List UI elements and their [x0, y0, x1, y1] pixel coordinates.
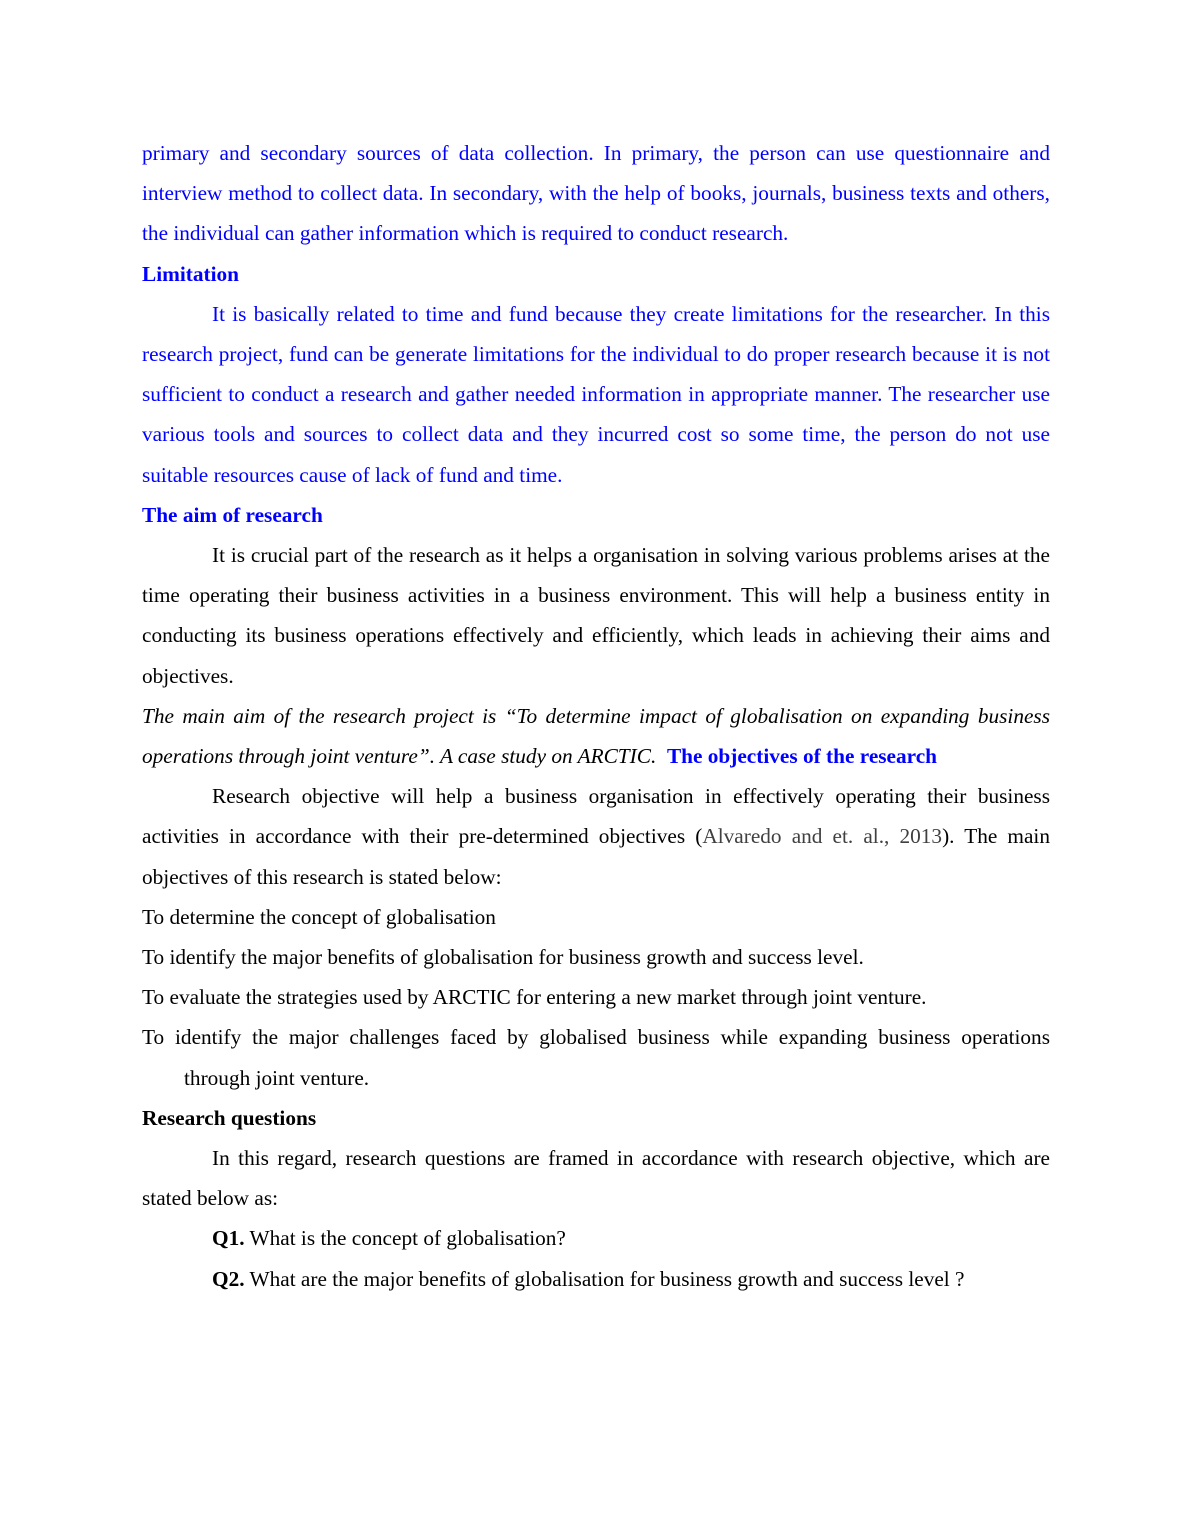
objectives-heading: The objectives of the research — [666, 744, 938, 769]
objectives-text-end: ). The main objectives of this research is stated below: — [142, 824, 1050, 889]
main-aim-text: The main aim of the research project is “To determine impact of globalisation on expanding business operations through joint venture”. A case study on ARCTIC. — [142, 703, 1050, 769]
question-item-2 — [142, 1259, 1050, 1299]
objective-item-2: To identify the major benefits of globalisation for business growth and success level. — [142, 945, 864, 970]
question-label-2: Q2. — [212, 1266, 245, 1291]
intro-paragraph: primary and secondary sources of data collection. In primary, the person can use questionnaire and interview method to collect data. In secondary, with the help of books, journals, business texts and others, the individual can gather information which is required to conduct research. — [142, 141, 1050, 246]
aim-heading: The aim of research — [142, 502, 323, 527]
limitation-paragraph: It is basically related to time and fund because they create limitations for the researcher. In this research project, fund can be generate limitations for the individual to do proper research because it is not sufficient to conduct a research and gather needed information in appropriate manner. The researcher use various tools and sources to collect data and they incurred cost so some time, the person do not use suitable resources cause of lack of fund and time. — [142, 301, 1050, 487]
questions-intro: In this regard, research questions are framed in accordance with research objective, which are stated below as: — [142, 1146, 1050, 1211]
question-text-1: What is the concept of globalisation? — [244, 1226, 566, 1251]
question-label-1: Q1. — [212, 1226, 245, 1251]
objective-item-1: To determine the concept of globalisation — [142, 904, 496, 929]
questions-heading: Research questions — [142, 1105, 317, 1130]
limitation-heading: Limitation — [142, 261, 240, 286]
objective-item-3: To evaluate the strategies used by ARCTIC for entering a new market through joint venture. — [142, 985, 927, 1010]
citation: Alvaredo and et. al., 2013 — [702, 824, 943, 849]
document-page — [142, 133, 1050, 1299]
objectives-text-start: Research objective will help a business organisation in effectively operating their business activities in accordance with their pre-determined objectives ( — [142, 784, 1050, 849]
aim-paragraph: It is crucial part of the research as it helps a organisation in solving various problems arises at the time operating their business activities in a business environment. This will help a business entity in conducting its business operations effectively and efficiently, which leads in achieving their aims and objectives. — [142, 543, 1050, 688]
question-text-2: What are the major benefits of globalisation for business growth and success level ? — [244, 1266, 965, 1291]
main-aim-paragraph — [142, 696, 1050, 776]
objective-item-4: To identify the major challenges faced by globalised business while expanding business operations through joint venture. — [142, 1025, 1050, 1090]
question-item-1 — [142, 1218, 1050, 1258]
objectives-paragraph — [142, 776, 1050, 897]
